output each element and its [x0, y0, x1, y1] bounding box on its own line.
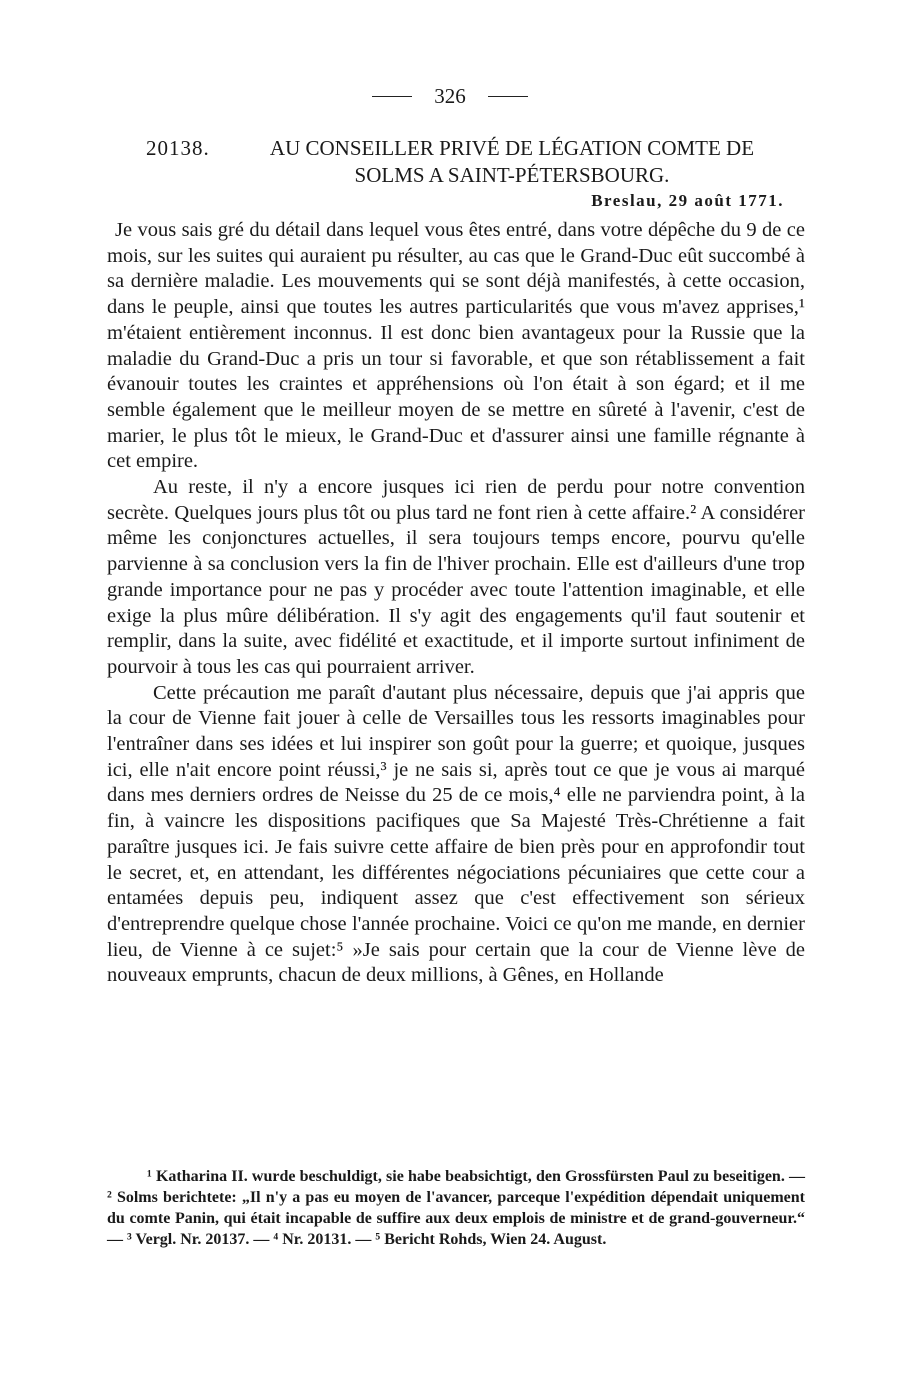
footnotes: [107, 1166, 805, 1250]
letter-title: AU CONSEILLER PRIVÉ DE LÉGATION COMTE DE SOLMS A SAINT-PÉTERSBOURG.: [269, 136, 755, 187]
footnote-text: ¹ Katharina II. wurde beschuldigt, sie habe beabsichtigt, den Grossfürsten Paul zu beseitigen. — ² Solms berichtete: „Il n'y a pas eu moyen de l'avancer, parceque l'expédition dépendait uniquement du comte Panin, qui était incapable de suffire aux deux emplois de ministre et de grand-gouverneur.“ — ³ Vergl. Nr. 20137. — ⁴ Nr. 20131. — ⁵ Bericht Rohds, Wien 24. August.: [107, 1168, 805, 1248]
letter-body: [107, 218, 805, 989]
letter-number: 20138.: [146, 136, 210, 160]
paragraph: Cette précaution me paraît d'autant plus nécessaire, depuis que j'ai appris que la cour de Vienne fait jouer à celle de Versailles tous les ressorts imaginables pour l'entraîner dans ses idées et lui inspirer son goût pour la guerre; et quoique, jusques ici, elle n'ait encore point réussi,³ je ne sais si, après tout ce que je vous ai marqué dans mes derniers ordres de Neisse du 25 de ce mois,⁴ elle ne parviendra point, à la fin, à vaincre les dispositions pacifiques que Sa Majesté Très-Chrétienne a fait paraître jusques ici. Je fais suivre cette affaire de bien près pour en approfondir tout le secret, et, en attendant, les différentes négociations pécuniaires que cette cour a entamées depuis peu, indiquent assez que c'est effectivement son sérieux d'entreprendre quelque chose l'année prochaine. Voici ce qu'on me mande, en dernier lieu, de Vienne à ce sujet:⁵ »Je sais pour certain que la cour de Vienne lève de nouveaux emprunts, chacun de deux millions, à Gênes, en Hollande: [107, 681, 805, 987]
header-rule-left: [372, 96, 412, 97]
page-number: 326: [434, 84, 466, 108]
letter-dateline: Breslau, 29 août 1771.: [591, 191, 784, 210]
header-rule-right: [488, 96, 528, 97]
paragraph: Au reste, il n'y a encore jusques ici rien de perdu pour notre convention secrète. Quelques jours plus tôt ou plus tard ne font rien à cette affaire.² A considérer même les conjonctures actuelles, il sera toujours temps encore, pourvu qu'elle parvienne à sa conclusion vers la fin de l'hiver prochain. Elle est d'ailleurs d'une trop grande importance pour ne pas y procéder avec toute l'attention imaginable, et elle exige la plus mûre délibération. Il s'y agit des engagements qu'il faut soutenir et remplir, dans la suite, avec fidélité et exactitude, et il importe surtout infiniment de pourvoir à tous les cas qui pourraient arriver.: [107, 476, 805, 678]
letter-heading: [146, 135, 786, 189]
page-header: [0, 84, 900, 109]
paragraph: Je vous sais gré du détail dans lequel vous êtes entré, dans votre dépêche du 9 de ce mois, sur les suites qui auraient pu résulter, au cas que le Grand-Duc eût succombé à sa dernière maladie. Les mouvements qui se sont déjà manifestés, à cette occasion, dans le peuple, ainsi que toutes les autres particularités que vous m'avez apprises,¹ m'étaient entièrement inconnus. Il est donc bien avantageux pour la Russie que la maladie du Grand-Duc a pris un tour si favorable, et que son rétablissement a fait évanouir toutes les craintes et appréhensions où l'on était à son égard; et il me semble également que le meilleur moyen de se mettre en sûreté à l'avenir, c'est de marier, le plus tôt le mieux, le Grand-Duc et d'assurer ainsi une famille régnante à cet empire.: [107, 219, 805, 473]
